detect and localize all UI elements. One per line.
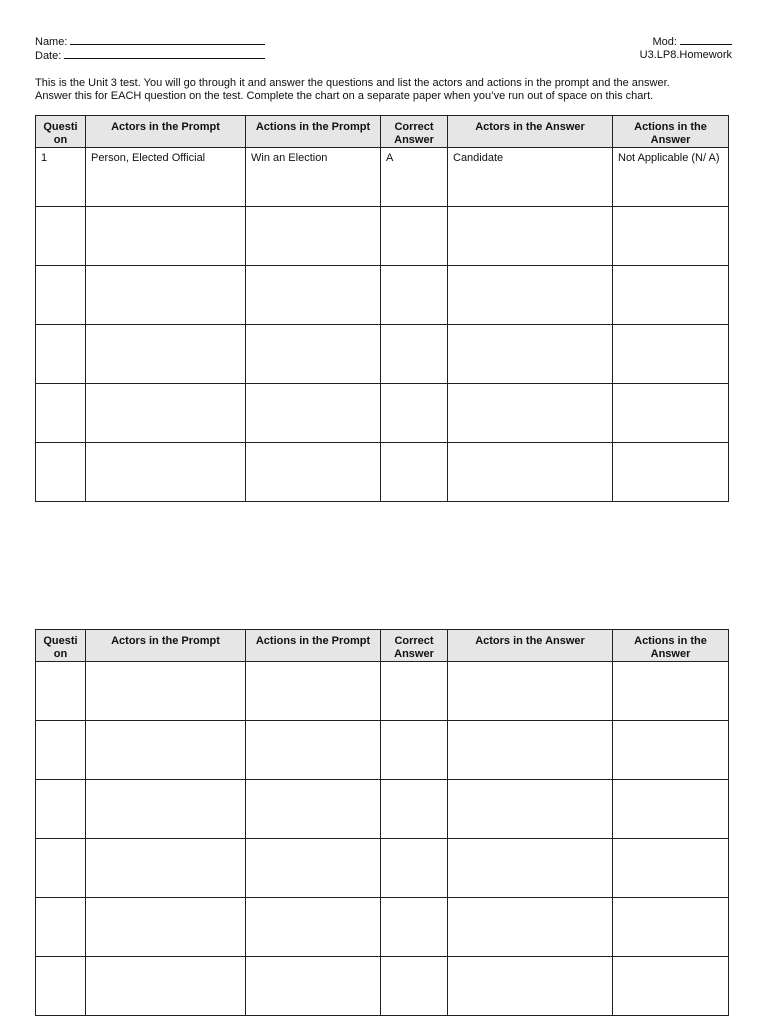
cell-actions-in-prompt[interactable] (246, 266, 381, 325)
cell-actions-in-prompt[interactable] (246, 443, 381, 502)
name-blank[interactable] (70, 35, 265, 45)
cell-actions-in-answer[interactable] (613, 443, 729, 502)
cell-actors-in-answer[interactable] (448, 898, 613, 957)
column-header-actions-in-prompt: Actions in the Prompt (246, 630, 381, 662)
cell-actors-in-prompt[interactable] (86, 662, 246, 721)
cell-actions-in-answer[interactable] (613, 839, 729, 898)
cell-question[interactable]: 1 (36, 148, 86, 207)
cell-correct-answer[interactable]: A (381, 148, 448, 207)
cell-actions-in-answer[interactable] (613, 325, 729, 384)
column-header-actors-in-prompt: Actors in the Prompt (86, 630, 246, 662)
cell-actions-in-answer[interactable] (613, 780, 729, 839)
column-header-correct-answer: Correct Answer (381, 630, 448, 662)
table-row (36, 266, 729, 325)
cell-actors-in-prompt[interactable] (86, 384, 246, 443)
cell-actions-in-prompt[interactable] (246, 207, 381, 266)
instructions-line-2: Answer this for EACH question on the test. Complete the chart on a separate paper when you’ve run out of space on this chart. (35, 90, 654, 102)
cell-actions-in-answer[interactable] (613, 662, 729, 721)
cell-actions-in-prompt[interactable] (246, 325, 381, 384)
cell-actors-in-prompt[interactable] (86, 957, 246, 1016)
mod-blank[interactable] (680, 35, 732, 45)
cell-actions-in-prompt[interactable] (246, 957, 381, 1016)
cell-correct-answer[interactable] (381, 898, 448, 957)
cell-actions-in-answer[interactable] (613, 721, 729, 780)
cell-actors-in-answer[interactable] (448, 207, 613, 266)
cell-actions-in-answer[interactable] (613, 898, 729, 957)
cell-actions-in-prompt[interactable] (246, 721, 381, 780)
cell-actors-in-prompt[interactable] (86, 207, 246, 266)
column-header-actors-in-answer: Actors in the Answer (448, 116, 613, 148)
cell-actors-in-answer[interactable] (448, 384, 613, 443)
column-header-correct-answer: Correct Answer (381, 116, 448, 148)
mod-info (640, 35, 732, 62)
name-row (35, 35, 265, 49)
cell-actions-in-prompt[interactable] (246, 780, 381, 839)
cell-question[interactable] (36, 898, 86, 957)
mod-row (640, 35, 732, 49)
cell-actions-in-prompt[interactable] (246, 898, 381, 957)
cell-correct-answer[interactable] (381, 839, 448, 898)
instructions-line-1: This is the Unit 3 test. You will go through it and answer the questions and list the actors and actions in the prompt and the answer. (35, 77, 670, 89)
column-header-actions-in-prompt: Actions in the Prompt (246, 116, 381, 148)
date-label: Date: (35, 50, 62, 62)
cell-actors-in-answer[interactable] (448, 266, 613, 325)
cell-correct-answer[interactable] (381, 325, 448, 384)
cell-actions-in-answer[interactable] (613, 266, 729, 325)
cell-actors-in-answer[interactable] (448, 780, 613, 839)
cell-actors-in-prompt[interactable] (86, 721, 246, 780)
cell-actors-in-prompt[interactable]: Person, Elected Official (86, 148, 246, 207)
table-row (36, 721, 729, 780)
cell-actors-in-prompt[interactable] (86, 839, 246, 898)
cell-actors-in-prompt[interactable] (86, 443, 246, 502)
cell-actions-in-prompt[interactable]: Win an Election (246, 148, 381, 207)
table-row (36, 325, 729, 384)
answer-chart-2 (35, 629, 729, 1016)
cell-question[interactable] (36, 207, 86, 266)
cell-actors-in-prompt[interactable] (86, 266, 246, 325)
column-header-question: Questi on (36, 630, 86, 662)
cell-correct-answer[interactable] (381, 207, 448, 266)
date-row (35, 49, 265, 63)
cell-correct-answer[interactable] (381, 721, 448, 780)
cell-actions-in-answer[interactable] (613, 384, 729, 443)
chart-body (36, 662, 729, 1016)
cell-actions-in-prompt[interactable] (246, 662, 381, 721)
table-row (36, 443, 729, 502)
cell-actions-in-prompt[interactable] (246, 839, 381, 898)
cell-actors-in-prompt[interactable] (86, 325, 246, 384)
table-row (36, 957, 729, 1016)
header-row (36, 116, 729, 148)
header-row (36, 630, 729, 662)
cell-question[interactable] (36, 721, 86, 780)
cell-actors-in-prompt[interactable] (86, 780, 246, 839)
answer-chart-1 (35, 115, 729, 502)
instructions (35, 77, 735, 103)
cell-question[interactable] (36, 325, 86, 384)
table-row (36, 780, 729, 839)
cell-actions-in-answer[interactable] (613, 957, 729, 1016)
chart-body (36, 148, 729, 502)
table-row (36, 898, 729, 957)
table-row (36, 662, 729, 721)
cell-question[interactable] (36, 443, 86, 502)
date-blank[interactable] (64, 49, 265, 59)
table-row (36, 384, 729, 443)
table-row (36, 839, 729, 898)
cell-actors-in-answer[interactable] (448, 721, 613, 780)
column-header-actions-in-answer: Actions in the Answer (613, 116, 729, 148)
cell-actors-in-prompt[interactable] (86, 898, 246, 957)
cell-correct-answer[interactable] (381, 266, 448, 325)
column-header-actions-in-answer: Actions in the Answer (613, 630, 729, 662)
cell-actors-in-answer[interactable] (448, 325, 613, 384)
cell-question[interactable] (36, 266, 86, 325)
cell-question[interactable] (36, 839, 86, 898)
mod-label: Mod: (652, 36, 677, 48)
name-label: Name: (35, 36, 68, 48)
cell-correct-answer[interactable] (381, 662, 448, 721)
column-header-actors-in-answer: Actors in the Answer (448, 630, 613, 662)
cell-question[interactable] (36, 384, 86, 443)
table-row (36, 207, 729, 266)
student-info (35, 35, 265, 63)
cell-actions-in-answer[interactable] (613, 207, 729, 266)
cell-actors-in-answer[interactable] (448, 443, 613, 502)
cell-correct-answer[interactable] (381, 957, 448, 1016)
cell-actors-in-answer[interactable] (448, 662, 613, 721)
cell-correct-answer[interactable] (381, 384, 448, 443)
column-header-question: Questi on (36, 116, 86, 148)
cell-correct-answer[interactable] (381, 780, 448, 839)
cell-question[interactable] (36, 662, 86, 721)
cell-actors-in-answer[interactable] (448, 957, 613, 1016)
cell-question[interactable] (36, 780, 86, 839)
cell-actors-in-answer[interactable] (448, 839, 613, 898)
doc-code: U3.LP8.Homework (639, 49, 732, 61)
cell-actions-in-prompt[interactable] (246, 384, 381, 443)
table-row (36, 148, 729, 207)
cell-question[interactable] (36, 957, 86, 1016)
column-header-actors-in-prompt: Actors in the Prompt (86, 116, 246, 148)
cell-correct-answer[interactable] (381, 443, 448, 502)
cell-actions-in-answer[interactable]: Not Applicable (N/ A) (613, 148, 729, 207)
cell-actors-in-answer[interactable]: Candidate (448, 148, 613, 207)
